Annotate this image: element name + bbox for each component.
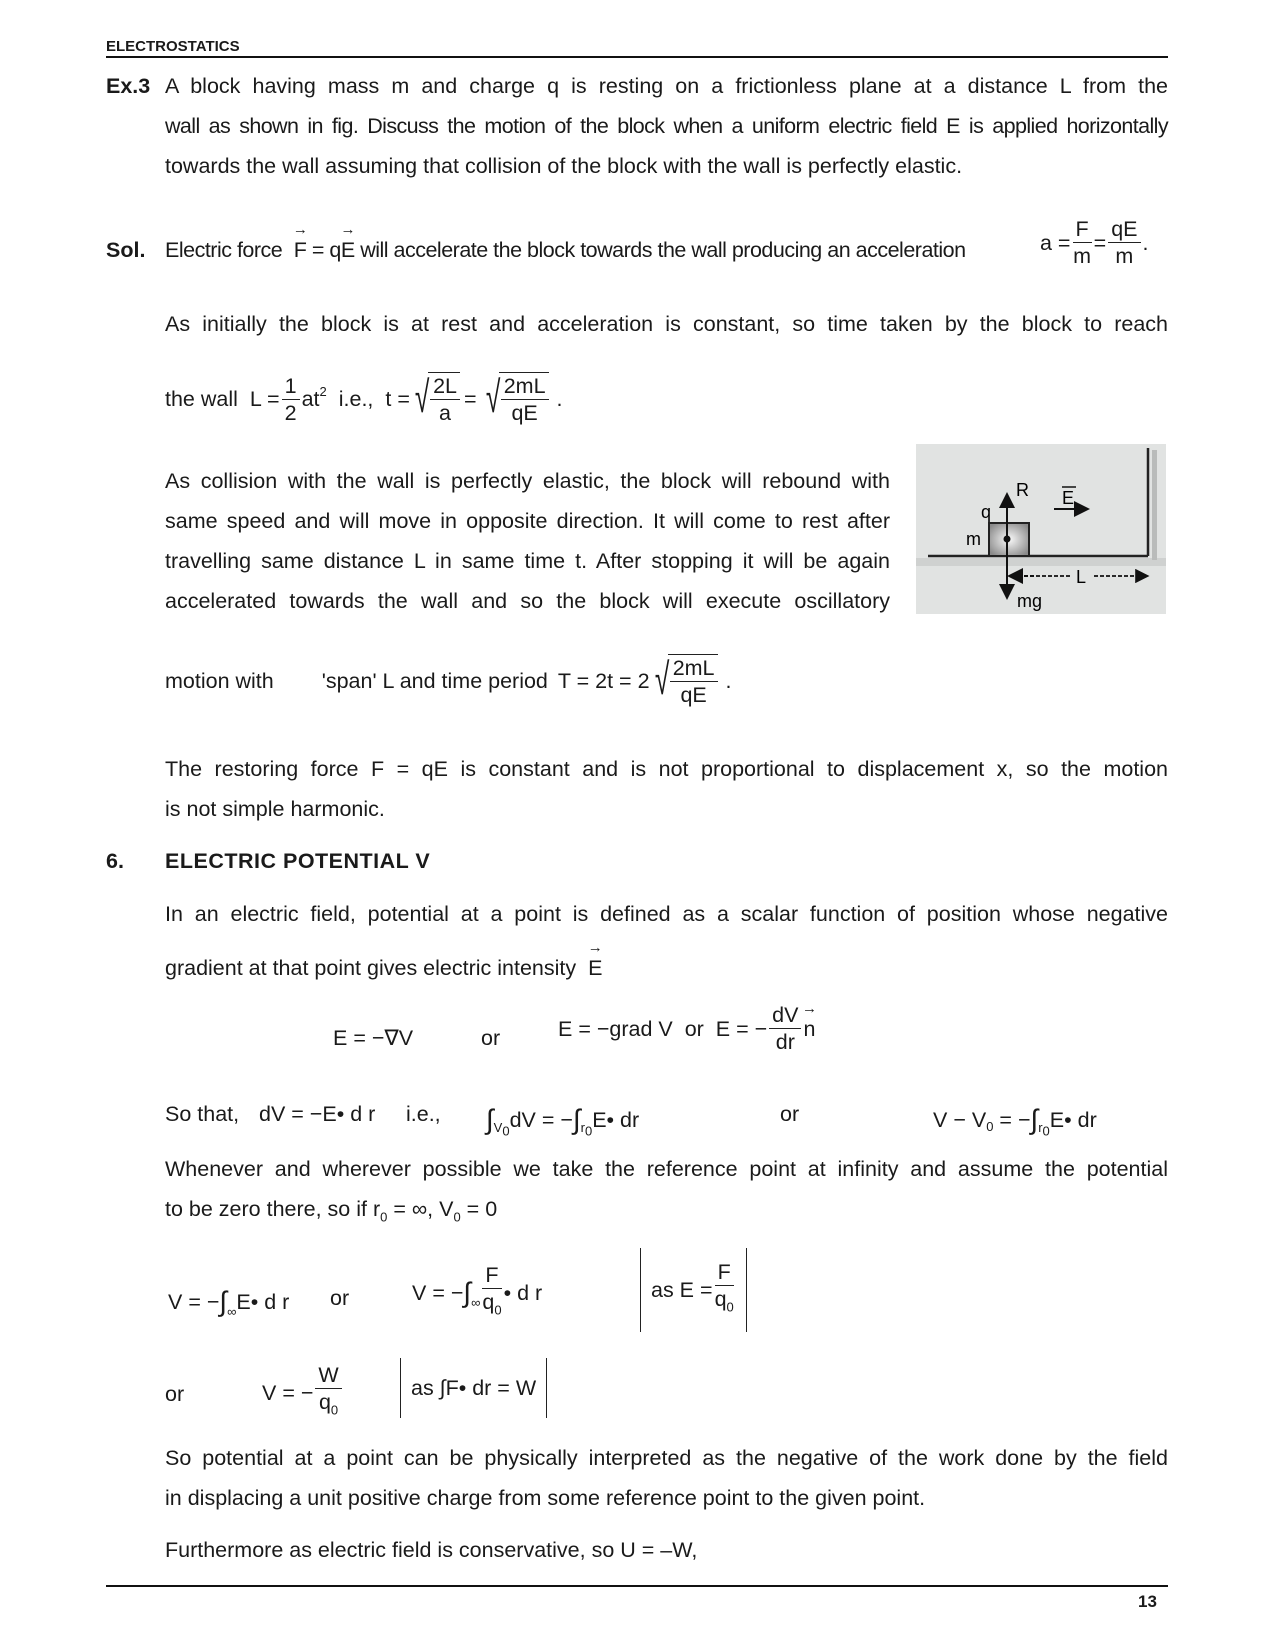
sqrt: √ $\frac{2mL}{qE}$ [481,372,549,426]
footer-rule [106,1585,1168,1587]
denominator: $q_0$ [714,1287,734,1315]
denominator: $q_0$ [482,1290,502,1318]
label-E: E [1062,488,1075,508]
fraction [715,1259,734,1320]
label-m: m [966,529,981,549]
intro-line-1: In an electric field, potential at a point is defined as a scalar function of position whose negative [165,902,1168,926]
text: V = − [262,1380,314,1405]
header-rule [106,56,1168,58]
potential-integral-equation: V = − ∫ $_\infty$ E• d r [168,1286,290,1319]
bracket-note-2 [400,1358,547,1418]
text: V = − [168,1290,220,1314]
text: gradient at that point gives electric intensity [165,956,577,980]
example-line-1: A block having mass m and charge q is resting on a frictionless plane at a distance L from the [165,74,1168,98]
potential-difference-equation: V − V $_0$ = − ∫ $_{r_0}$ E• dr [933,1103,1097,1139]
numerator: 2mL [670,655,718,682]
fraction [315,1362,341,1423]
label-L: L [1076,567,1087,587]
text-ie: i.e., [406,1102,441,1126]
solution-label: Sol. [106,238,146,262]
text: at [301,387,320,411]
numerator: qE [1108,216,1140,243]
interp-line-1: So potential at a point can be physically interpreted as the negative of the work done by the field [165,1446,1168,1470]
period-lhs: T = 2t = 2 [557,669,650,693]
restoring-line-2: is not simple harmonic. [165,797,385,821]
unit-vector: → n [803,1017,815,1041]
text: E• d r [236,1290,290,1314]
label-q: q [981,502,992,522]
text: as ∫F• dr = W [411,1376,537,1400]
fraction [482,1262,501,1323]
kinematics-equation: the wall L = $\frac{1}{2}$ at $^2$ i.e., t = √ $\frac{2L}{a}$ = √ $\frac{2mL}{qE}$ . [165,373,563,425]
text: as E = [651,1278,713,1302]
numerator: W [315,1362,341,1389]
text: i.e., [338,387,374,411]
floor-shadow [916,558,1166,566]
text: E = −grad V or E = − [558,1016,768,1041]
conservative-line: Furthermore as electric field is conservative, so U = –W, [165,1538,698,1562]
solution-line-2: As initially the block is at rest and acceleration is constant, so time taken by the block to reach [165,312,1168,336]
text: E• dr [592,1107,640,1132]
intro-line-2 [165,956,602,980]
text: = 0 [460,1197,498,1221]
text: • d r [503,1280,543,1305]
section-title: ELECTRIC POTENTIAL V [165,849,431,873]
restoring-line-1: The restoring force F = qE is constant and is not proportional to displacement x, so the motion [165,757,1168,781]
text-or: or [481,1026,501,1050]
sqrt: √ $\frac{2L}{a}$ [410,372,460,426]
wall-shadow [1152,450,1157,560]
running-header: ELECTROSTATICS [106,38,240,55]
text-or: or [330,1286,350,1310]
fraction [282,373,300,426]
numerator: 2L [430,373,460,400]
sqrt: √ $\frac{2mL}{qE}$ [650,654,718,708]
fraction [1073,216,1092,269]
text: dV = − [509,1107,573,1132]
text: Electric force [165,238,283,262]
interp-line-2: in displacing a unit positive charge from some reference point to the given point. [165,1486,926,1510]
denominator: 2 [284,400,297,425]
field-vector: → E [588,956,602,980]
denominator: a [439,401,452,425]
text: E• dr [1049,1107,1097,1132]
potential-force-equation: V = − ∫ $_\infty$ $\frac{F}{q_0}$ • d r [412,1262,542,1323]
grad-equation [558,1002,815,1055]
denominator: qE [680,683,707,707]
text: motion with [165,669,274,693]
integral-equation: ∫ $_{V_0}$ dV = − ∫ $_{r_0}$ E• dr [486,1103,640,1139]
denominator: $q_0$ [318,1390,339,1418]
example-line-2: wall as shown in fig. Discuss the motion of the block when a uniform electric field E is applied horizontally [165,114,1168,138]
text: V = − [412,1280,464,1305]
label-mg: mg [1017,591,1043,611]
text: the wall [165,387,238,411]
numerator: dV [769,1002,801,1029]
differential-equation: dV = −E• d r [259,1102,376,1126]
period-equation: motion with 'span' L and time period T = 2t = 2 √ $\frac{2mL}{qE}$ . [165,655,732,707]
text: = − [999,1107,1031,1132]
numerator: F [715,1259,734,1286]
exponent: 2 [319,384,327,399]
center-dot [1004,536,1011,543]
acceleration-equation: a = $\frac{F}{m}$ = $\frac{qE}{m}$ . [1040,217,1149,268]
numerator: F [482,1262,501,1289]
text-or: or [780,1102,800,1126]
block-wall-figure [916,444,1166,614]
denominator: m [1073,244,1092,268]
label-R: R [1016,480,1029,500]
numerator: F [1073,216,1092,243]
numerator: 2mL [501,373,549,400]
denominator: m [1115,244,1134,268]
denominator: dr [775,1030,795,1054]
text-or: or [165,1382,185,1406]
whenever-line-2: to be zero there, so if $r_0$ = ∞, $V_0 = 0$ [165,1197,498,1225]
para-line-3: travelling same distance L in same time t. After stopping it will be again [165,549,890,573]
potential-work-equation [262,1362,344,1423]
text: V − V [933,1107,987,1132]
para-line-2: same speed and will move in opposite direction. It will come to rest after [165,509,890,533]
bracket-note-1 [640,1248,747,1332]
para-line-4: accelerated towards the wall and so the block will execute oscillatory [165,589,890,613]
fraction [769,1002,801,1055]
text: t = [385,387,410,411]
force-equation: → F [294,238,307,262]
example-label: Ex.3 [106,74,151,98]
text-so-that: So that, [165,1102,240,1126]
accel-lhs: a = [1040,230,1071,255]
numerator: 1 [282,373,300,400]
text: will accelerate the block towards the wall producing an acceleration [360,238,966,262]
text: = ∞, V [387,1197,454,1221]
section-number: 6. [106,849,124,873]
gradient-equation: E = −∇V [333,1026,414,1050]
text: 'span' L and time period [321,669,548,693]
whenever-line-1: Whenever and wherever possible we take the reference point at infinity and assume the potential [165,1157,1168,1181]
page-number: 13 [1138,1592,1157,1611]
field-vector: → E [341,238,355,262]
figure-diagram [916,444,1166,614]
text: to be zero there, so if r [165,1197,381,1221]
denominator: qE [511,401,538,425]
example-line-3: towards the wall assuming that collision of the block with the wall is perfectly elastic. [165,154,963,178]
kin-lhs: L = [249,387,280,411]
solution-line-1: Electric force → F = q→ E will accelerate the block towards the wall producing an acceleration [165,238,966,262]
fraction [1108,216,1140,269]
para-line-1: As collision with the wall is perfectly elastic, the block will rebound with [165,469,890,493]
